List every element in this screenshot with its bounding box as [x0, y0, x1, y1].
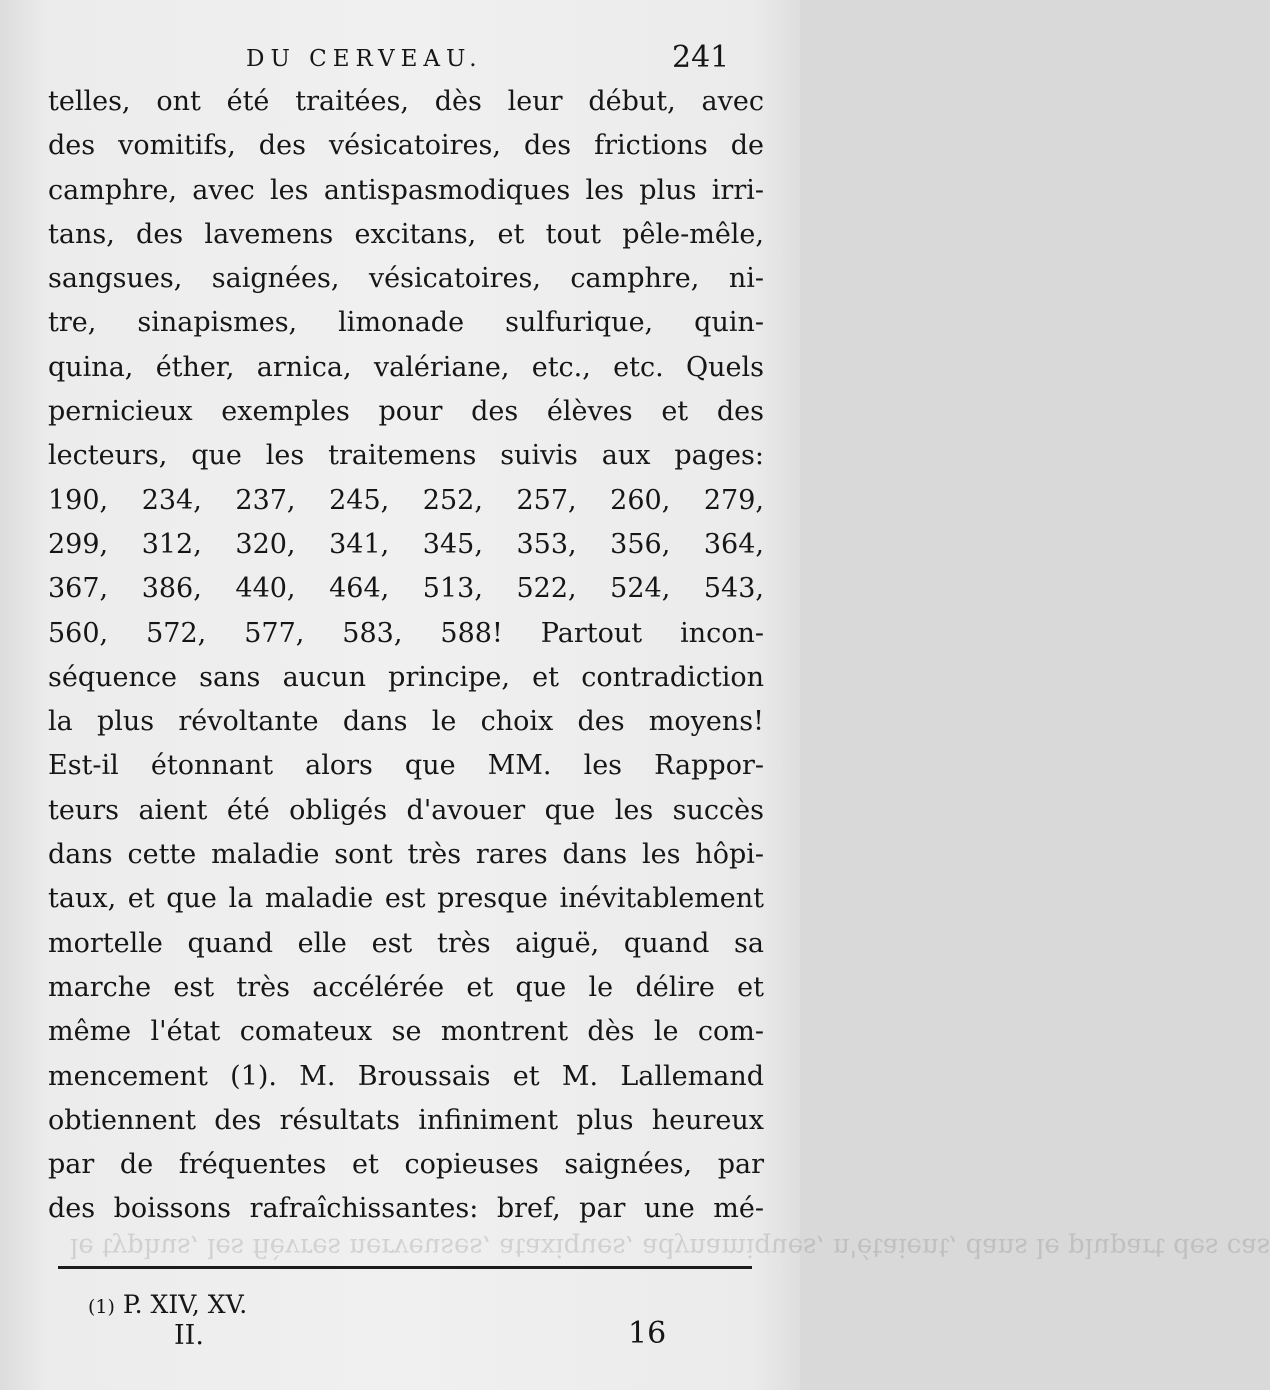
text-line: 560, 572, 577, 583, 588! Partout incon-: [48, 617, 764, 649]
text-line: Est-il étonnant alors que MM. les Rappor-: [48, 750, 764, 782]
text-line: camphre, avec les antispasmodiques les plus irri-: [48, 174, 764, 206]
text-line: la plus révoltante dans le choix des moyens!: [48, 706, 764, 738]
body-text: [48, 80, 764, 1232]
text-line: 367, 386, 440, 464, 513, 522, 524, 543,: [48, 573, 764, 605]
text-line: 190, 234, 237, 245, 252, 257, 260, 279,: [48, 484, 764, 516]
running-head: [0, 40, 800, 80]
text-line: même l'état comateux se montrent dès le com-: [48, 1016, 764, 1048]
page-number: 241: [672, 40, 730, 75]
text-line: taux, et que la maladie est presque inévitablement: [48, 883, 764, 915]
text-line: pernicieux exemples pour des élèves et des: [48, 396, 764, 428]
text-line: lecteurs, que les traitemens suivis aux pages:: [48, 440, 764, 472]
text-line: séquence sans aucun principe, et contradiction: [48, 661, 764, 693]
footnote: [88, 1290, 247, 1319]
text-line: des vomitifs, des vésicatoires, des frictions de: [48, 130, 764, 162]
text-line: dans cette maladie sont très rares dans les hôpi-: [48, 839, 764, 871]
text-line: telles, ont été traitées, dès leur début, avec: [48, 86, 764, 117]
footnote-text: P. XIV, XV.: [122, 1290, 248, 1319]
running-title: DU CERVEAU.: [246, 46, 483, 72]
text-line: sangsues, saignées, vésicatoires, camphre, ni-: [48, 263, 764, 295]
footnote-rule: [58, 1266, 752, 1269]
text-line: des boissons rafraîchissantes: bref, par une mé-: [48, 1193, 764, 1225]
text-line: teurs aient été obligés d'avouer que les succès: [48, 794, 764, 826]
text-line: quina, éther, arnica, valériane, etc., etc. Quels: [48, 351, 764, 383]
text-line: tre, sinapismes, limonade sulfurique, quin-: [48, 307, 764, 339]
text-line: par de fréquentes et copieuses saignées, par: [48, 1149, 764, 1181]
show-through-text: le typhus, les fièvres nerveuses, ataxiques, adynamiques, n'étaient, dans le plupart des cas: [70, 1232, 1270, 1262]
text-line: tans, des lavemens excitans, et tout pêle-mêle,: [48, 218, 764, 250]
text-line: obtiennent des résultats infiniment plus heureux: [48, 1104, 764, 1136]
text-line: 299, 312, 320, 341, 345, 353, 356, 364,: [48, 528, 764, 560]
footnote-mark: (1): [88, 1296, 115, 1318]
text-line: mortelle quand elle est très aiguë, quand sa: [48, 927, 764, 959]
sheet-number: 16: [628, 1316, 667, 1351]
text-line: marche est très accélérée et que le délire et: [48, 971, 764, 1003]
signature-mark: II.: [174, 1320, 204, 1351]
text-line: mencement (1). M. Broussais et M. Lallemand: [48, 1060, 764, 1092]
